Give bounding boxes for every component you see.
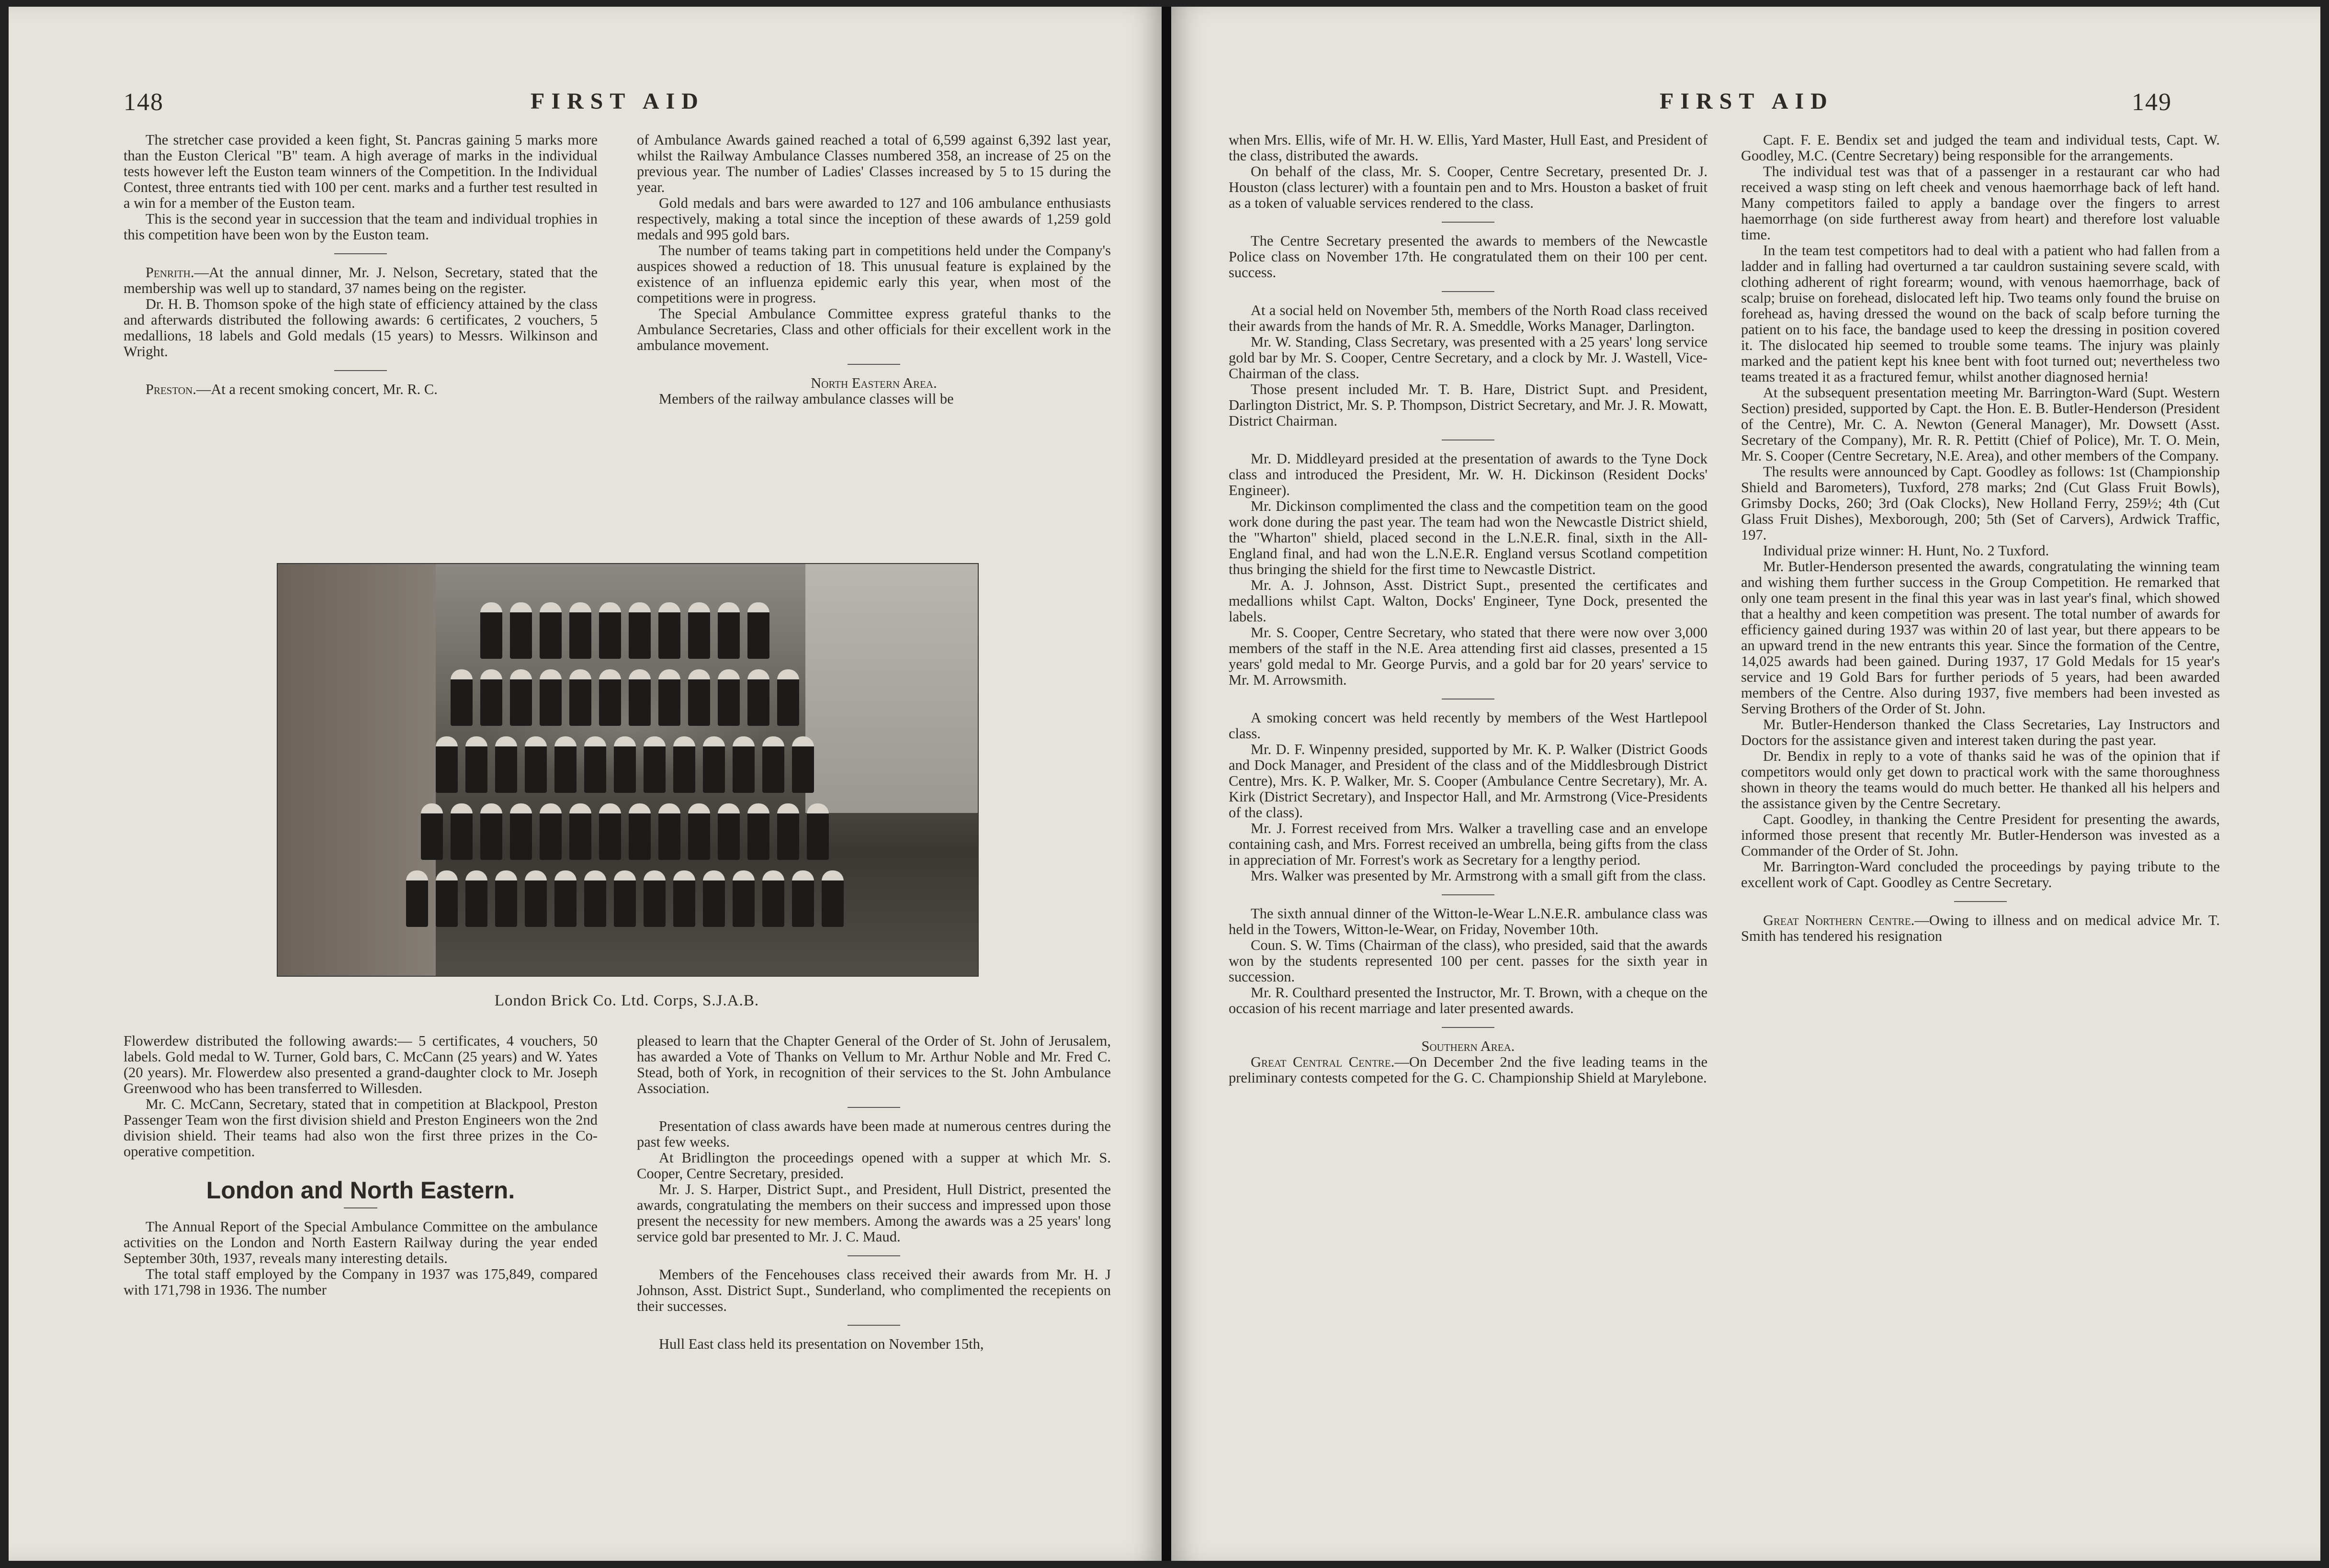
left-column-4 [637,1033,1111,1352]
area-heading: North Eastern Area. [811,375,937,391]
paragraph: Mr. R. Coulthard presented the Instructor, Mr. T. Brown, with a cheque on the occasion of his recent marriage and later presented awards. [1229,984,1707,1016]
paragraph: Dr. Bendix in reply to a vote of thanks said he was of the opinion that if competitors would only get down to practical work with the same thoroughness shown in theory the teams would do much better. He thanked all his helpers and the assistance given by the Centre Secretary. [1741,748,2220,812]
paragraph: Mr. D. Middleyard presided at the presentation of awards to the Tyne Dock class and introduced the President, Mr. W. H. Dickinson (Resident Docks' Engineer). [1229,451,1707,498]
paragraph: Preston.—At a recent smoking concert, Mr. R. C. [146,381,438,397]
paragraph: Members of the railway ambulance classes will be [659,391,954,407]
right-running-title: FIRST AID [1660,89,1834,114]
paragraph: Mr. J. Forrest received from Mrs. Walker a travelling case and an envelope containing cash, and Mrs. Forrest received an umbrella, being gifts from the class in appreciation of Mr. Forrest's work as Secretary for a lengthy period. [1229,820,1707,868]
paragraph: A smoking concert was held recently by members of the West Hartlepool class. [1229,710,1707,742]
paragraph: Dr. H. B. Thomson spoke of the high state of efficiency attained by the class and afterwards distributed the following awards: 6 certificates, 2 vouchers, 5 medallions, 18 labels and Gold medals (15 years) to Messrs. Wilkinson and Wright. [124,296,598,360]
paragraph: Hull East class held its presentation on November 15th, [659,1336,984,1352]
section-heading: London and North Eastern. [206,1177,515,1204]
left-column-1 [124,132,598,397]
paragraph: The number of teams taking part in competitions held under the Company's auspices showed a reduction of 18. This unusual feature is explained by the existence of an influenza epidemic early this year, when most of the competitions were in progress. [637,242,1111,306]
left-running-title: FIRST AID [531,89,705,114]
left-column-2 [637,132,1111,407]
paragraph: Individual prize winner: H. Hunt, No. 2 Tuxford. [1763,542,2049,559]
paragraph-lead: Preston. [146,381,196,397]
section-rule [848,1255,900,1256]
left-page [9,7,1162,1561]
paragraph: Those present included Mr. T. B. Hare, District Supt. and President, Darlington District, Mr. S. P. Thompson, District Secretary, and Mr. J. R. Mowatt, District Chairman. [1229,381,1707,429]
section-rule [1442,894,1494,895]
section-rule [334,253,387,254]
paragraph: Mr. W. Standing, Class Secretary, was presented with a 25 years' long service gold bar by Mr. S. Cooper, Centre Secretary, and a clock by Mr. J. Wastell, Vice-Chairman of the class. [1229,334,1707,382]
paragraph: Penrith.—At the annual dinner, Mr. J. Nelson, Secretary, stated that the membership was well up to standard, 37 names being on the register. [124,264,598,296]
paragraph: The Special Ambulance Committee express grateful thanks to the Ambulance Secretaries, Class and other officials for their excellent work in the ambulance movement. [637,305,1111,353]
section-rule [1954,901,2007,902]
right-page-header [1238,88,2172,119]
paragraph: Capt. Goodley, in thanking the Centre President for presenting the awards, informed those present that recently Mr. Butler-Henderson was invested as a Commander of the Order of St. John. [1741,811,2220,859]
corps-group-photo [277,563,979,977]
paragraph: Mr. Butler-Henderson presented the awards, congratulating the winning team and wishing them further success in the Group Competition. He remarked that only one team present in the final this year was in last year's final, which showed that a healthy and keen competition was present. The total number of awards for efficiency gained during 1937 was within 20 of last year, but there appears to be an upward trend in the new entrants this year. Since the formation of the Centre, 14,025 awards had been gained. During 1937, 17 Gold Medals for 15 year's service and 19 Gold Bars for further periods of 5 years, had been awarded members of the Centre. Also during 1937, five members had been invested as Serving Brothers of the Order of St. John. [1741,558,2220,717]
paragraph: Mr. C. McCann, Secretary, stated that in competition at Blackpool, Preston Passenger Team won the first division shield and Preston Engineers won the 2nd division shield. Their teams had also won the first three prizes in the Co-operative competition. [124,1096,598,1160]
paragraph: Members of the Fencehouses class received their awards from Mr. H. J Johnson, Asst. District Supt., Sunderland, who complimented the recepients on their successes. [637,1266,1111,1314]
paragraph: Capt. F. E. Bendix set and judged the team and individual tests, Capt. W. Goodley, M.C. (Centre Secretary) being responsible for the arrangements. [1741,132,2220,164]
paragraph: of Ambulance Awards gained reached a total of 6,599 against 6,392 last year, whilst the Railway Ambulance Classes numbered 358, an increase of 25 on the previous year. The number of Ladies' Classes increased by 5 to 15 during the year. [637,132,1111,195]
paragraph: The stretcher case provided a keen fight, St. Pancras gaining 5 marks more than the Euston Clerical "B" team. A high average of marks in the individual tests however left the Euston team winners of the Competition. In the Individual Contest, three entrants tied with 100 per cent. marks and a further test resulted in a win for a member of the Euston team. [124,132,598,211]
paragraph: Mrs. Walker was presented by Mr. Armstrong with a small gift from the class. [1251,868,1706,884]
paragraph: Mr. Barrington-Ward concluded the proceedings by paying tribute to the excellent work of Capt. Goodley as Centre Secretary. [1741,858,2220,891]
paragraph: Mr. A. J. Johnson, Asst. District Supt., presented the certificates and medallions whilst Capt. Walton, Docks' Engineer, Tyne Dock, presented the labels. [1229,577,1707,625]
paragraph: Great Northern Centre.—Owing to illness and on medical advice Mr. T. Smith has tendered his resignation [1741,912,2220,944]
paragraph-lead: Great Northern Centre. [1763,912,1915,928]
photo-caption: London Brick Co. Ltd. Corps, S.J.A.B. [494,992,759,1009]
section-rule [848,364,900,365]
paragraph: On behalf of the class, Mr. S. Cooper, Centre Secretary, presented Dr. J. Houston (class lecturer) with a fountain pen and to Mrs. Houston a basket of fruit as a token of valuable services rendered to the class. [1229,163,1707,211]
paragraph: At the subsequent presentation meeting Mr. Barrington-Ward (Supt. Western Section) presided, supported by Capt. the Hon. E. B. Butler-Henderson (President of the Centre), Mr. C. A. Newton (General Manager), Mr. Dowsett (Asst. Secretary of the Company), Mr. R. R. Pettitt (Chief of Police), Mr. T. O. Mein, Mr. S. Cooper (Centre Secretary, N.E. Area), and other members of the Company. [1741,384,2220,464]
left-page-header [124,88,1067,119]
paragraph: The sixth annual dinner of the Witton-le-Wear L.N.E.R. ambulance class was held in the Towers, Witton-le-Wear, on Friday, November 10th. [1229,905,1707,937]
paragraph: when Mrs. Ellis, wife of Mr. H. W. Ellis, Yard Master, Hull East, and President of the class, distributed the awards. [1229,132,1707,164]
paragraph: Gold medals and bars were awarded to 127 and 106 ambulance enthusiasts respectively, making a total since the inception of these awards of 1,259 gold medals and 995 gold bars. [637,195,1111,243]
paragraph: In the team test competitors had to deal with a patient who had fallen from a ladder and in falling had overturned a tar cauldron sustaining severe scald, with clothing adherent of right forearm; wound, with venous haemorrhage, back of scalp; bruise on forehead, dislocated left hip. Two teams only found the bruise on forehead as, having dressed the wound on the back of scalp before turning the patient on to his face, the bandage used to keep the dressing in position covered it. The dislocated hip seemed to trouble some teams. The injury was plainly marked and the patient kept his knee bent with foot turned out; nevertheless two teams treated it as a fractured femur, whilst another diagnosed hernia! [1741,242,2220,385]
right-page-number: 149 [2132,89,2172,116]
paragraph: Coun. S. W. Tims (Chairman of the class), who presided, said that the awards won by the students represented 100 per cent. passes for the sixth year in succession. [1229,937,1707,985]
photo-group [350,602,900,947]
section-rule [848,1325,900,1326]
left-column-3 [124,1033,598,1298]
paragraph: Mr. D. F. Winpenny presided, supported by Mr. K. P. Walker (District Goods and Dock Manager, and President of the class and of the Middlesbrough District Centre), Mrs. K. P. Walker, Mr. S. Cooper (Ambulance Centre Secretary), Mr. A. Kirk (District Secretary), and Inspector Hall, and Mr. Armstrong (Vice-Presidents of the class). [1229,741,1707,821]
right-column-2 [1741,132,2220,944]
paragraph: The total staff employed by the Company in 1937 was 175,849, compared with 171,798 in 1936. The number [124,1266,598,1298]
right-column-1 [1229,132,1707,1086]
right-page [1171,7,2320,1561]
paragraph: pleased to learn that the Chapter General of the Order of St. John of Jerusalem, has awarded a Vote of Thanks on Vellum to Mr. Arthur Noble and Mr. Fred C. Stead, both of York, in recognition of their services to the St. John Ambulance Association. [637,1033,1111,1096]
paragraph: At Bridlington the proceedings opened with a supper at which Mr. S. Cooper, Centre Secretary, presided. [637,1150,1111,1182]
paragraph: The Centre Secretary presented the awards to members of the Newcastle Police class on November 17th. He congratulated them on their 100 per cent. success. [1229,233,1707,281]
spine-gutter [1162,7,1171,1561]
left-page-number: 148 [124,89,164,116]
paragraph: Flowerdew distributed the following awards:— 5 certificates, 4 vouchers, 50 labels. Gold medal to W. Turner, Gold bars, C. McCann (25 years) and W. Yates (20 years). Mr. Flowerdew also presented a grand-daughter clock to Mr. Joseph Greenwood who has been transferred to Willesden. [124,1033,598,1096]
section-rule [1442,222,1494,223]
paragraph: Presentation of class awards have been made at numerous centres during the past few weeks. [637,1118,1111,1150]
paragraph: The individual test was that of a passenger in a restaurant car who had received a wasp sting on left cheek and venous haemorrhage back of left hand. Many competitors failed to apply a bandage over the fingers to arrest haemorrhage (on side furtherest away from heart) and therefore lost valuable time. [1741,163,2220,243]
section-rule [344,1207,377,1208]
paragraph-lead: Penrith. [146,264,194,281]
paragraph: The Annual Report of the Special Ambulance Committee on the ambulance activities on the London and North Eastern Railway during the year ended September 30th, 1937, reveals many interesting details. [124,1218,598,1266]
paragraph: Great Central Centre.—On December 2nd the five leading teams in the preliminary contests competed for the G. C. Championship Shield at Marylebone. [1229,1054,1707,1086]
paragraph: Mr. S. Cooper, Centre Secretary, who stated that there were now over 3,000 members of the staff in the N.E. Area attending first aid classes, presented a 15 years' gold medal to Mr. George Purvis, and a gold bar for 20 years' service to Mr. M. Arrowsmith. [1229,624,1707,688]
paragraph: The results were announced by Capt. Goodley as follows: 1st (Championship Shield and Barometers), Tuxford, 278 marks; 2nd (Cut Glass Fruit Bowls), Grimsby Docks, 260; 3rd (Oak Clocks), New Holland Ferry, 259½; 4th (Cut Glass Fruit Dishes), Mexborough, 200; 5th (Set of Carvers), Ardwick Traffic, 197. [1741,463,2220,543]
area-heading: Southern Area. [1421,1038,1515,1054]
paragraph: Mr. Dickinson complimented the class and the competition team on the good work done during the past year. The team had won the Newcastle District shield, the "Wharton" shield, placed second in the L.N.E.R. final, sixth in the All-England final, and had won the L.N.E.R. England versus Scotland competition thus bringing the shield for the first time to Newcastle District. [1229,498,1707,577]
paragraph: At a social held on November 5th, members of the North Road class received their awards from the hands of Mr. R. A. Smeddle, Works Manager, Darlington. [1229,302,1707,334]
paragraph: This is the second year in succession that the team and individual trophies in this competition have been won by the Euston team. [124,211,598,243]
paragraph: Mr. Butler-Henderson thanked the Class Secretaries, Lay Instructors and Doctors for the assistance given and interest taken during the past year. [1741,716,2220,748]
section-rule [334,370,387,371]
section-rule [1442,291,1494,292]
paragraph: Mr. J. S. Harper, District Supt., and President, Hull District, presented the awards, congratulating the members on their success and impressed upon those present the necessity for new members. Among the awards was a 25 years' long service gold bar presented to Mr. J. C. Maud. [637,1181,1111,1245]
section-rule [1442,1027,1494,1028]
paragraph-lead: Great Central Centre. [1251,1054,1395,1070]
section-rule [848,1107,900,1108]
